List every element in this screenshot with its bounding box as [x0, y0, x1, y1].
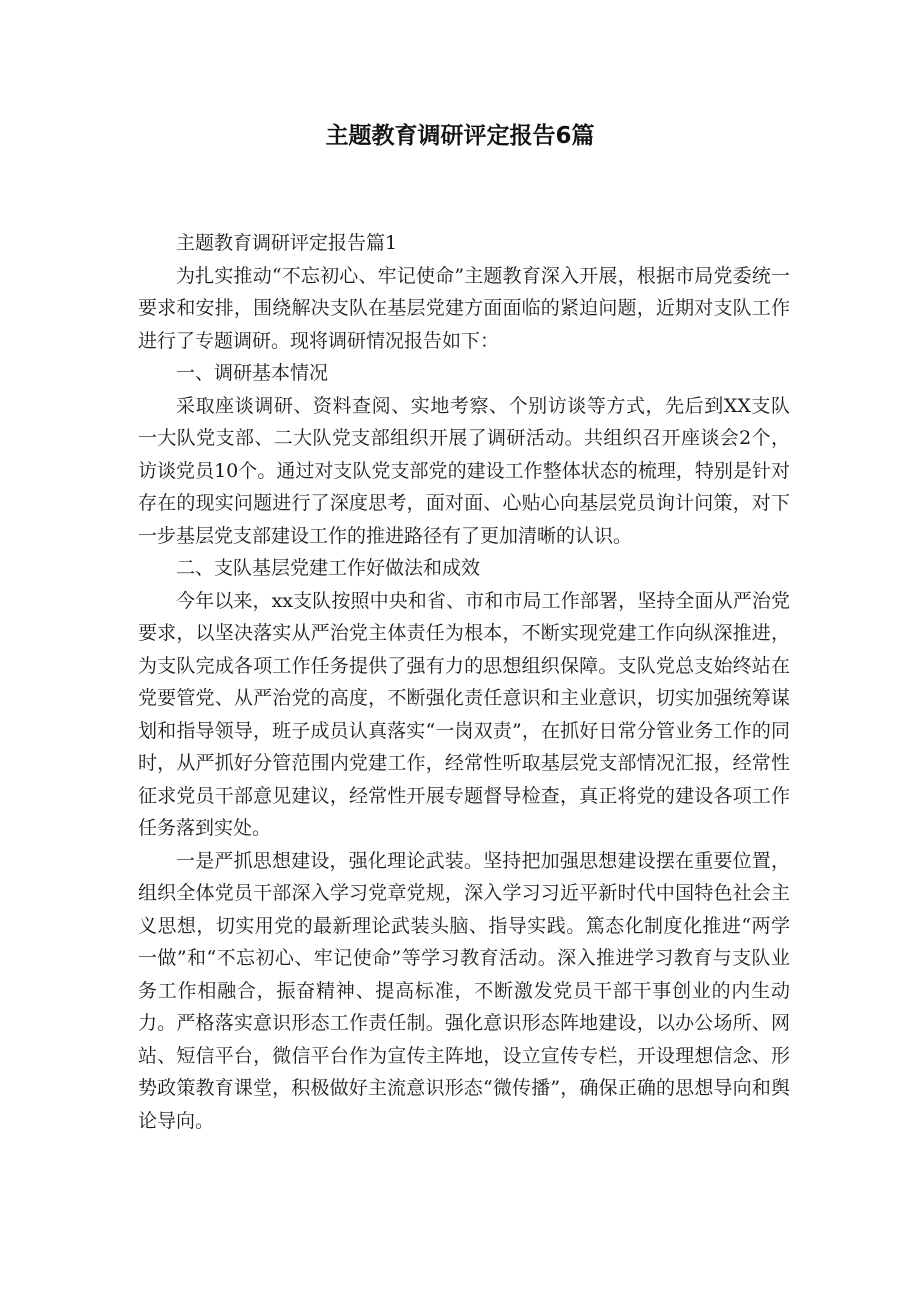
- document-title: 主题教育调研评定报告6篇: [325, 123, 595, 149]
- paragraph: 今年以来，xx支队按照中央和省、市和市局工作部署，坚持全面从严治党要求，以坚决落实从严治党主体责任为根本，不断实现党建工作向纵深推进，为支队完成各项工作任务提供了强有力的思想组织保障。支队党总支始终站在党要管党、从严治党的高度，不断强化责任意识和主业意识，切实加强统筹谋划和指导领导，班子成员认真落实“一岗双责”，在抓好日常分管业务工作的同时，从严抓好分管范围内党建工作，经常性听取基层党支部情况汇报，经常性征求党员干部意见建议，经常性开展专题督导检查，真正将党的建设各项工作任务落到实处。: [138, 589, 790, 839]
- paragraph: 采取座谈调研、资料查阅、实地考察、个别访谈等方式，先后到XX支队一大队党支部、二大队党支部组织开展了调研活动。共组织召开座谈会2个，访谈党员10个。通过对支队党支部党的建设工作整体状态的梳理，特别是针对存在的现实问题进行了深度思考，面对面、心贴心向基层党员询计问策，对下一步基层党支部建设工作的推进路径有了更加清晰的认识。: [138, 394, 790, 547]
- section-heading: 主题教育调研评定报告篇1: [176, 232, 398, 254]
- section-heading: 一、调研基本情况: [176, 362, 329, 384]
- paragraph: 一是严抓思想建设，强化理论武装。坚持把加强思想建设摆在重要位置，组织全体党员干部深入学习党章党规，深入学习习近平新时代中国特色社会主义思想，切实用党的最新理论武装头脑、指导实践。篤态化制度化推进“两学一做”和“不忘初心、牢记使命”等学习教育活动。深入推进学习教育与支队业务工作相融合，振奋精神、提高标准，不断激发党员干部干事创业的内生动力。严格落实意识形态工作责任制。强化意识形态阵地建设，以办公场所、网站、短信平台，微信平台作为宣传主阵地，设立宣传专栏，开设理想信念、形势政策教育课堂，积极做好主流意识形态“微传播”，确保正确的思想导向和舆论导向。: [138, 849, 790, 1132]
- section-heading: 二、支队基层党建工作好做法和成效: [176, 557, 481, 579]
- document-body: [138, 227, 790, 1137]
- paragraph: 为扎实推动“不忘初心、牢记使命”主题教育深入开展，根据市局党委统一要求和安排，围绕解决支队在基层党建方面面临的紧迫问题，近期对支队工作进行了专题调研。现将调研情况报告如下：: [138, 264, 790, 352]
